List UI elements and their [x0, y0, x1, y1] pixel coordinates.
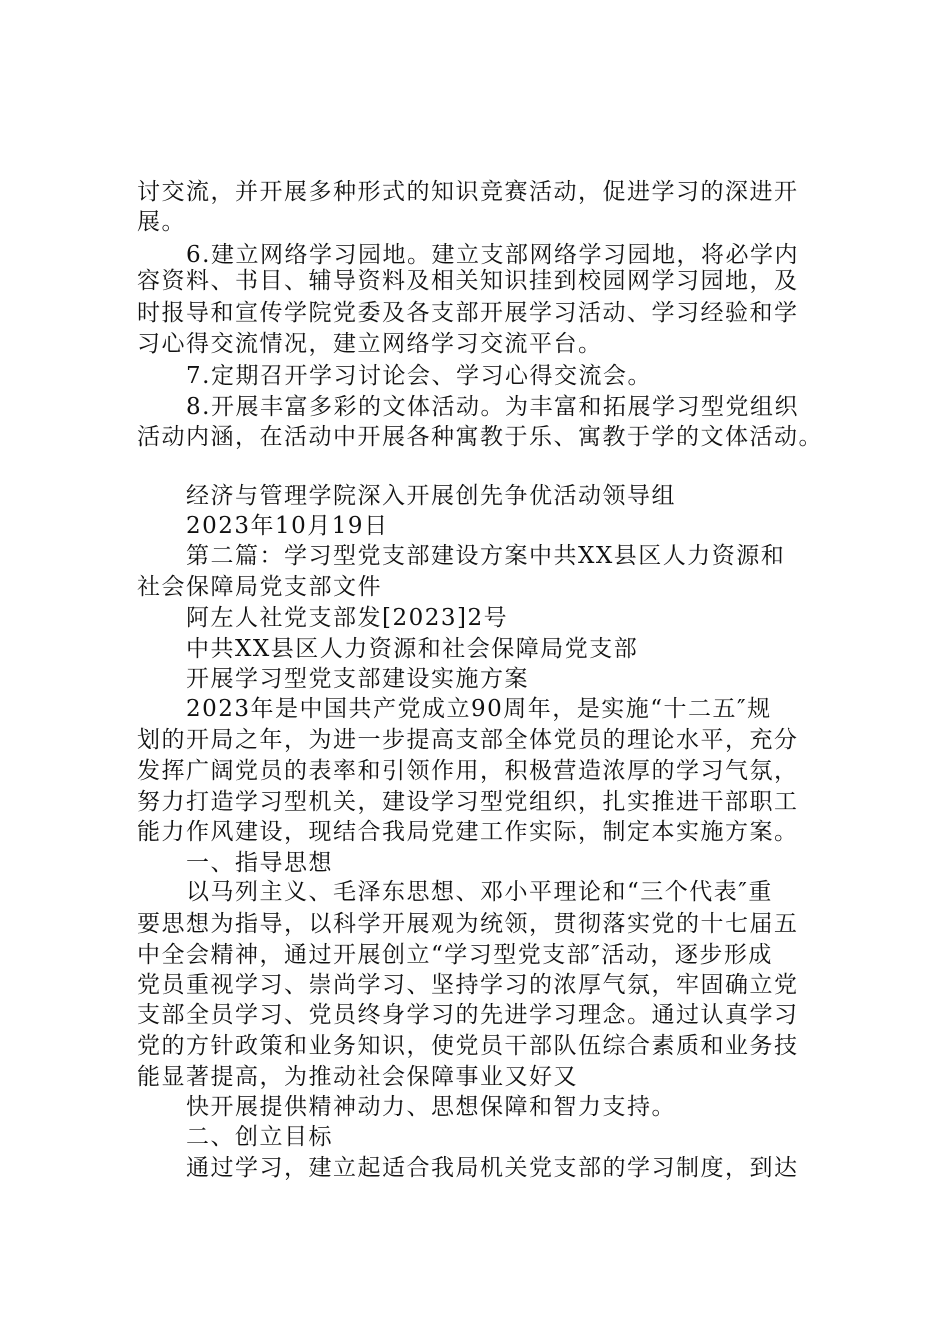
text-line: 党员重视学习、崇尚学习、坚持学习的浓厚气氛，牢固确立党: [137, 972, 799, 998]
text-line: 以马列主义、毛泽东思想、邓小平理论和“三个代表″重: [186, 879, 773, 905]
text-line: 要思想为指导，以科学开展观为统领，贯彻落实党的十七届五: [137, 911, 799, 937]
section-title-cont: 社会保障局党支部文件: [137, 574, 382, 600]
text-line: 划的开局之年，为进一步提高支部全体党员的理论水平，充分: [137, 727, 799, 753]
text-line: 8.开展丰富多彩的文体活动。为丰富和拓展学习型党组织: [186, 394, 799, 420]
text-line: 能力作风建设，现结合我局党建工作实际，制定本实施方案。: [137, 819, 799, 845]
text-line: 时报导和宣传学院党委及各支部开展学习活动、学习经验和学: [137, 300, 799, 326]
text-line: 展。: [137, 209, 186, 235]
text-line: 6.建立网络学习园地。建立支部网络学习园地，将必学内: [186, 242, 799, 268]
text-line: 2023年是中国共产党成立90周年，是实施“十二五″规: [186, 696, 772, 722]
text-line: 能显著提高，为推动社会保障事业又好又: [137, 1064, 578, 1090]
text-line: 习心得交流情况，建立网络学习交流平台。: [137, 331, 603, 357]
text-line: 通过学习，建立起适合我局机关党支部的学习制度，到达: [186, 1155, 799, 1181]
text-line: 容资料、书目、辅导资料及相关知识挂到校园网学习园地，及: [137, 268, 799, 294]
text-line: 中全会精神，通过开展创立“学习型党支部″活动，逐步形成: [137, 942, 773, 968]
issuer-line: 中共XX县区人力资源和社会保障局党支部: [186, 636, 639, 662]
heading-guiding-thought: 一、指导思想: [186, 850, 333, 876]
text-line: 党的方针政策和业务知识，使党员干部队伍综合素质和业务技: [137, 1033, 799, 1059]
document-title: 开展学习型党支部建设实施方案: [186, 666, 529, 692]
text-line: 支部全员学习、党员终身学习的先进学习理念。通过认真学习: [137, 1002, 799, 1028]
date-line: 2023年10月19日: [186, 513, 389, 539]
text-line: 讨交流，并开展多种形式的知识竞赛活动，促进学习的深进开: [137, 179, 799, 205]
section-title: 第二篇：学习型党支部建设方案中共XX县区人力资源和: [186, 543, 786, 569]
document-number: 阿左人社党支部发[2023]2号: [186, 605, 509, 631]
text-line: 努力打造学习型机关，建设学习型党组织，扎实推进干部职工: [137, 789, 799, 815]
text-line: 活动内涵，在活动中开展各种寓教于乐、寓教于学的文体活动。: [137, 424, 823, 450]
signature-line: 经济与管理学院深入开展创先争优活动领导组: [186, 483, 676, 509]
heading-goal: 二、创立目标: [186, 1124, 333, 1150]
text-line: 快开展提供精神动力、思想保障和智力支持。: [186, 1094, 676, 1120]
text-line: 发挥广阔党员的表率和引领作用，积极营造浓厚的学习气氛，: [137, 758, 799, 784]
text-line: 7.定期召开学习讨论会、学习心得交流会。: [186, 363, 652, 389]
